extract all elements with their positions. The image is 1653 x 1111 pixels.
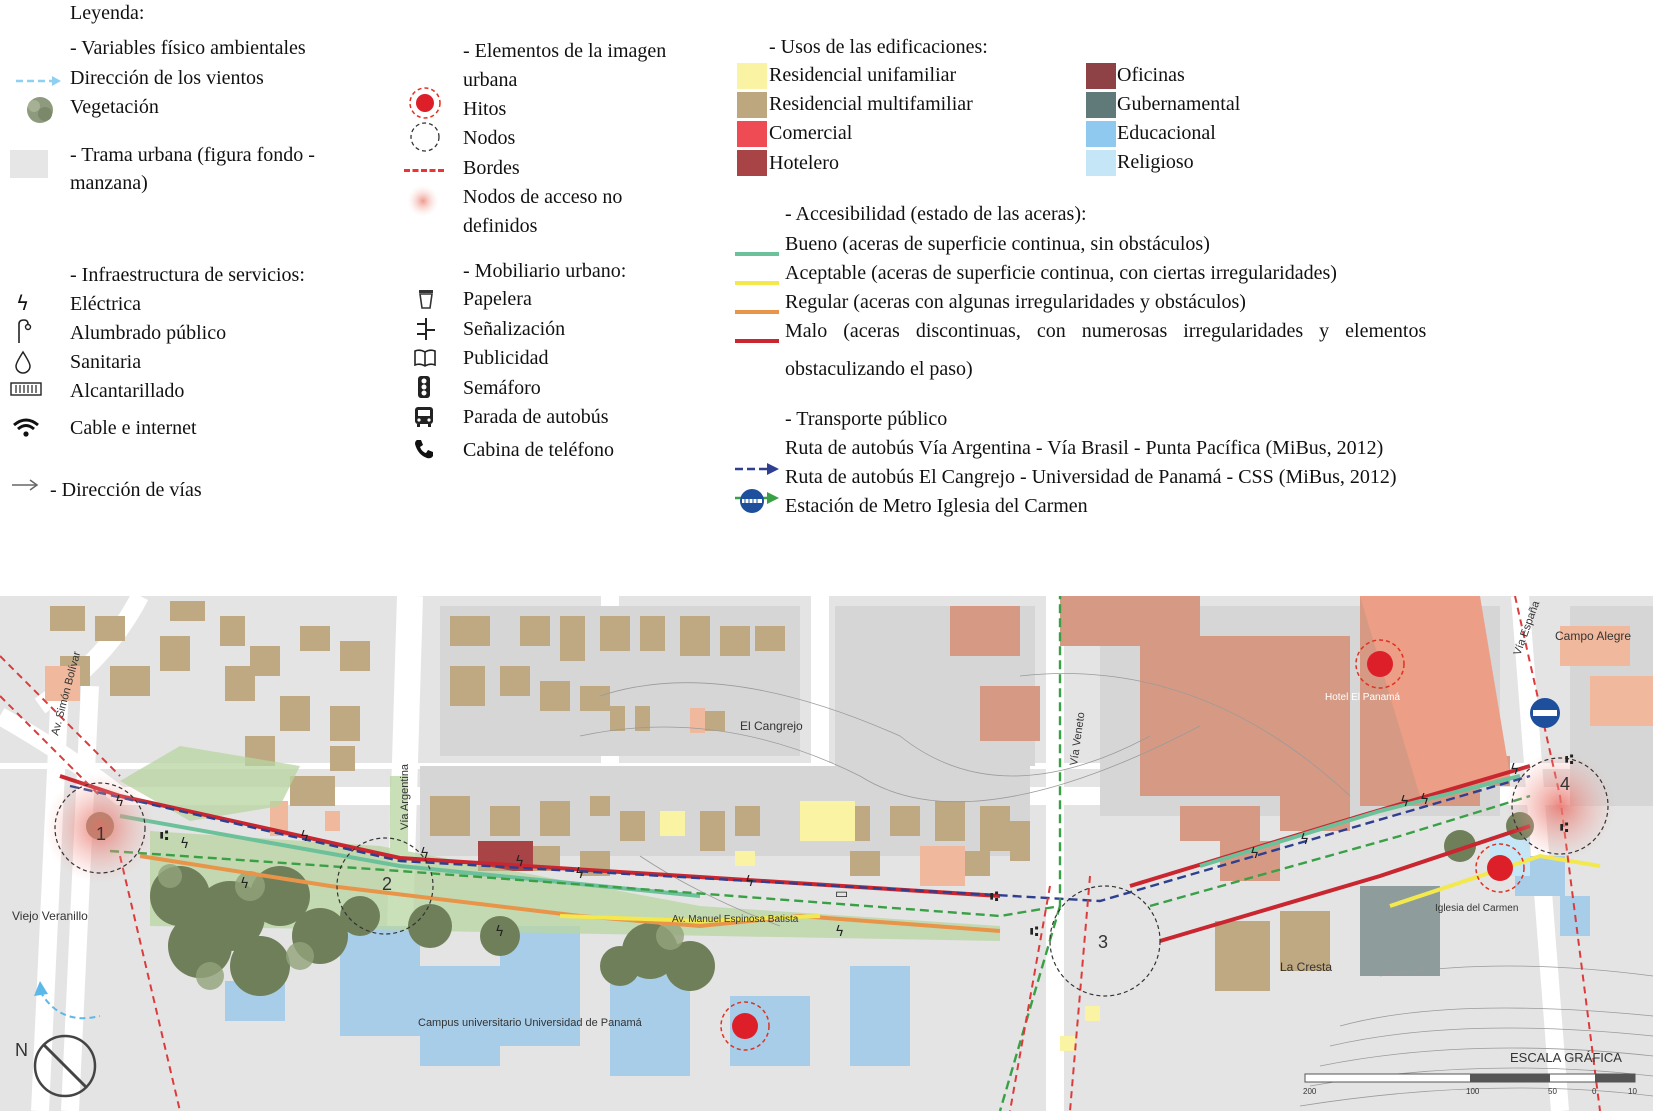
node-2-number: 2: [382, 874, 393, 894]
label-campo-alegre: Campo Alegre: [1555, 629, 1632, 643]
access-nodes-2: definidos: [463, 215, 538, 237]
metro-station-marker: [1530, 698, 1560, 728]
access-header: - Accesibilidad (estado de las aceras):: [785, 203, 1087, 225]
svg-text:ϟ: ϟ: [115, 794, 125, 810]
access-line-bueno: [735, 252, 779, 256]
svg-text:ϟ: ϟ: [240, 876, 250, 892]
scale-tick-50: 50: [1548, 1087, 1557, 1096]
mob-signage: Señalización: [463, 318, 566, 340]
signage-icon: [415, 317, 437, 341]
access-node-icon: [406, 184, 440, 218]
svg-text:ϟ: ϟ: [495, 924, 505, 940]
bus-stop-icon: [413, 405, 435, 429]
infra-header: - Infraestructura de servicios:: [70, 264, 305, 286]
north-label: N: [15, 1040, 28, 1060]
infra-electric: Eléctrica: [70, 293, 142, 315]
edge-line: [404, 169, 444, 172]
electric-icon: ϟ: [16, 291, 30, 315]
svg-text:ϟ: ϟ: [300, 829, 310, 845]
uso-oficinas: Oficinas: [1117, 64, 1185, 86]
nodos-label: Nodos: [463, 127, 516, 149]
swatch-residencial-multifamiliar: [737, 92, 767, 118]
mobiliario-header: - Mobiliario urbano:: [463, 260, 627, 282]
uso-gubernamental: Gubernamental: [1117, 93, 1241, 115]
route1-line: [733, 462, 781, 476]
legend-title: Leyenda:: [70, 2, 145, 24]
metro-label: Estación de Metro Iglesia del Carmen: [785, 495, 1088, 517]
infra-lighting: Alumbrado público: [70, 322, 227, 344]
route1-label: Ruta de autobús Vía Argentina - Vía Brasil - Punta Pacífica (MiBus, 2012): [785, 437, 1384, 459]
phone-icon: [413, 438, 435, 460]
infra-cable: Cable e internet: [70, 417, 197, 439]
svg-text:ϟ: ϟ: [1300, 832, 1310, 848]
label-campus: Campus universitario Universidad de Panamá: [418, 1017, 642, 1029]
transport-header: - Transporte público: [785, 408, 948, 430]
label-via-veneto: Vía Veneto: [1068, 711, 1088, 767]
svg-text:ϟ: ϟ: [515, 854, 525, 870]
access-malo: Malo (aceras discontinuas, con numerosas irregularidades y elementos: [785, 320, 1427, 342]
bordes-label: Bordes: [463, 157, 520, 179]
drop-icon: [14, 350, 32, 374]
wifi-icon: [12, 416, 40, 438]
swatch-religioso: [1086, 150, 1116, 176]
wind-arrow-icon: [14, 74, 62, 88]
svg-text:ϟ: ϟ: [745, 874, 755, 890]
node-icon: [408, 120, 442, 154]
node-4-number: 4: [1560, 774, 1571, 794]
label-hotel: Hotel El Panamá: [1325, 692, 1401, 703]
label-via-espana: Vía España: [1511, 599, 1543, 658]
traffic-light-icon: [415, 375, 433, 399]
label-via-argentina: Vía Argentina: [399, 763, 411, 830]
access-regular: Regular (aceras con algunas irregularidades y obstáculos): [785, 291, 1246, 313]
winds-label: Dirección de los vientos: [70, 67, 264, 89]
scale-tick-200: 200: [1303, 1087, 1317, 1096]
infra-sewer: Alcantarillado: [70, 380, 185, 402]
svg-text:ϟ: ϟ: [180, 836, 190, 852]
mob-traffic-light: Semáforo: [463, 377, 541, 399]
label-el-cangrejo: El Cangrejo: [740, 719, 803, 733]
trash-bin-icon: [417, 287, 435, 309]
node-3-number: 3: [1098, 932, 1109, 952]
scale-ticks: [1303, 1087, 1637, 1096]
landmark-icon: [408, 86, 442, 120]
map: [0, 596, 1653, 1111]
svg-text:⑆: ⑆: [1565, 752, 1574, 768]
mob-trash: Papelera: [463, 288, 532, 310]
sewer-grate-icon: [10, 382, 42, 396]
scale-bar: [1305, 1074, 1635, 1082]
uso-religioso: Religioso: [1117, 151, 1194, 173]
svg-text:ϟ: ϟ: [1420, 792, 1430, 808]
access-malo-2: obstaculizando el paso): [785, 358, 973, 380]
svg-text:▭: ▭: [835, 886, 849, 902]
elements-header-1: - Elementos de la imagen: [463, 40, 667, 62]
svg-text:ϟ: ϟ: [1400, 794, 1410, 810]
access-line-malo: [735, 339, 779, 343]
swatch-residencial-unifamiliar: [737, 63, 767, 89]
svg-text:ϟ: ϟ: [835, 924, 845, 940]
roads-label: - Dirección de vías: [50, 479, 202, 501]
label-iglesia: Iglesia del Carmen: [1435, 903, 1519, 914]
scale-tick-100: 100: [1466, 1087, 1480, 1096]
scale-tick-0: 0: [1592, 1087, 1597, 1096]
route2-label: Ruta de autobús El Cangrejo - Universidad de Panamá - CSS (MiBus, 2012): [785, 466, 1397, 488]
swatch-gubernamental: [1086, 92, 1116, 118]
label-simon-bolivar: Av. Simón Bolívar: [49, 650, 84, 737]
svg-text:⑆: ⑆: [990, 889, 999, 905]
svg-text:⑆: ⑆: [1560, 820, 1569, 836]
scale-tick-10: 10: [1628, 1087, 1637, 1096]
label-viejo-veranillo: Viejo Veranillo: [12, 909, 88, 923]
mob-billboard: Publicidad: [463, 347, 549, 369]
trama-label-2: manzana): [70, 172, 148, 194]
metro-station-icon: [739, 488, 765, 514]
swatch-educacional: [1086, 121, 1116, 147]
uso-hotelero: Hotelero: [769, 152, 839, 174]
swatch-comercial: [737, 121, 767, 147]
government-buildings: [1360, 886, 1440, 976]
label-la-cresta: La Cresta: [1280, 960, 1333, 974]
svg-text:ϟ: ϟ: [420, 846, 430, 862]
map-canvas: [0, 596, 1653, 1111]
svg-text:⑆: ⑆: [160, 828, 169, 844]
label-avenida: Av. Manuel Espinosa Batista: [672, 914, 799, 925]
access-line-aceptable: [735, 281, 779, 285]
svg-text:ϟ: ϟ: [575, 866, 585, 882]
mob-bus-stop: Parada de autobús: [463, 406, 609, 428]
usos-header: - Usos de las edificaciones:: [769, 36, 988, 58]
access-nodes-1: Nodos de acceso no: [463, 186, 623, 208]
svg-text:ϟ: ϟ: [1510, 762, 1520, 778]
vegetation-icon: [24, 94, 56, 126]
svg-text:ϟ: ϟ: [1250, 846, 1260, 862]
road-direction-arrow-icon: [10, 478, 40, 492]
trama-label-1: - Trama urbana (figura fondo -: [70, 144, 315, 166]
infra-sanitary: Sanitaria: [70, 351, 142, 373]
hitos-label: Hitos: [463, 98, 507, 120]
uso-educacional: Educacional: [1117, 122, 1216, 144]
node-1-number: 1: [96, 824, 107, 844]
access-line-regular: [735, 310, 779, 314]
streetlight-icon: [14, 318, 34, 344]
billboard-icon: [413, 348, 437, 368]
uso-comercial: Comercial: [769, 122, 853, 144]
vegetation-label: Vegetación: [70, 96, 159, 118]
trama-swatch: [10, 150, 48, 178]
access-bueno: Bueno (aceras de superficie continua, sin obstáculos): [785, 233, 1210, 255]
swatch-hotelero: [737, 150, 767, 176]
phys-header: - Variables físico ambientales: [70, 37, 306, 59]
uso-residencial-unifamiliar: Residencial unifamiliar: [769, 64, 957, 86]
svg-text:⑆: ⑆: [1030, 924, 1039, 940]
uso-residencial-multifamiliar: Residencial multifamiliar: [769, 93, 973, 115]
scale-title: ESCALA GRÁFICA: [1510, 1050, 1622, 1065]
access-aceptable: Aceptable (aceras de superficie continua, con ciertas irregularidades): [785, 262, 1337, 284]
mob-phone: Cabina de teléfono: [463, 439, 615, 461]
elements-header-2: urbana: [463, 69, 518, 91]
swatch-oficinas: [1086, 63, 1116, 89]
